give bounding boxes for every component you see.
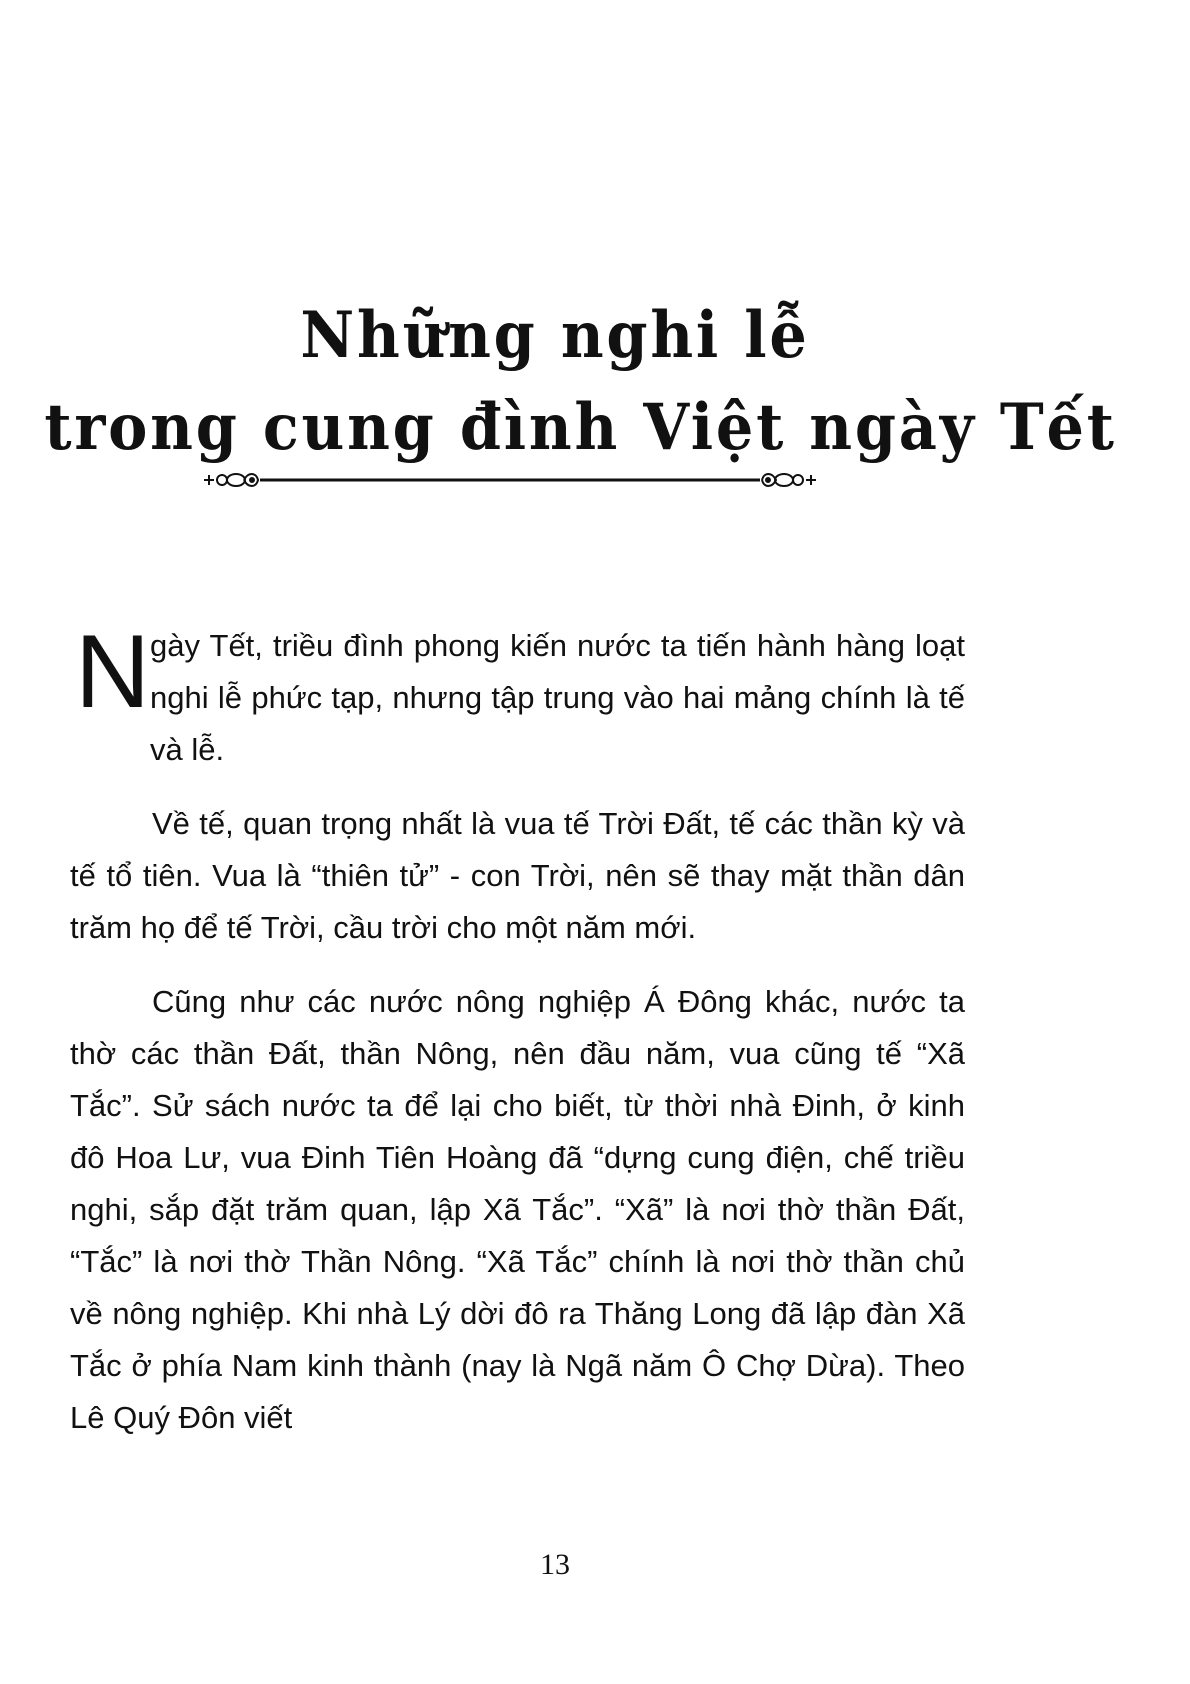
left-flourish-icon xyxy=(204,474,258,486)
right-flourish-icon xyxy=(762,474,816,486)
paragraph-2: Về tế, quan trọng nhất là vua tế Trời Đất, tế các thần kỳ và tế tổ tiên. Vua là “thiên tử” - con Trời, nên sẽ thay mặt thần dân trăm họ để tế Trời, cầu trời cho một năm mới. xyxy=(70,806,965,945)
paragraph-3: Cũng như các nước nông nghiệp Á Đông khác, nước ta thờ các thần Đất, thần Nông, nên đầu năm, vua cũng tế “Xã Tắc”. Sử sách nước ta để lại cho biết, từ thời nhà Đinh, ở kinh đô Hoa Lư, vua Đinh Tiên Hoàng đã “dựng cung điện, chế triều nghi, sắp đặt trăm quan, lập Xã Tắc”. “Xã” là nơi thờ thần Đất, “Tắc” là nơi thờ Thần Nông. “Xã Tắc” chính là nơi thờ thần chủ về nông nghiệp. Khi nhà Lý dời đô ra Thăng Long đã lập đàn Xã Tắc ở phía Nam kinh thành (nay là Ngã năm Ô Chợ Dừa). Theo Lê Quý Đôn viết xyxy=(70,984,965,1435)
body-text xyxy=(70,614,965,1466)
chapter-title-line-1: Những nghi lễ xyxy=(300,298,810,373)
page-number: 13 xyxy=(540,1548,570,1581)
drop-cap-letter: N xyxy=(75,614,151,730)
decorative-divider xyxy=(200,462,820,498)
chapter-title xyxy=(44,290,1117,474)
chapter-title-line-2: trong cung đình Việt ngày Tết xyxy=(44,390,1117,465)
paragraph-1: gày Tết, triều đình phong kiến nước ta tiến hành hàng loạt nghi lễ phức tạp, nhưng tập trung vào hai mảng chính là tế và lễ. xyxy=(150,628,965,767)
